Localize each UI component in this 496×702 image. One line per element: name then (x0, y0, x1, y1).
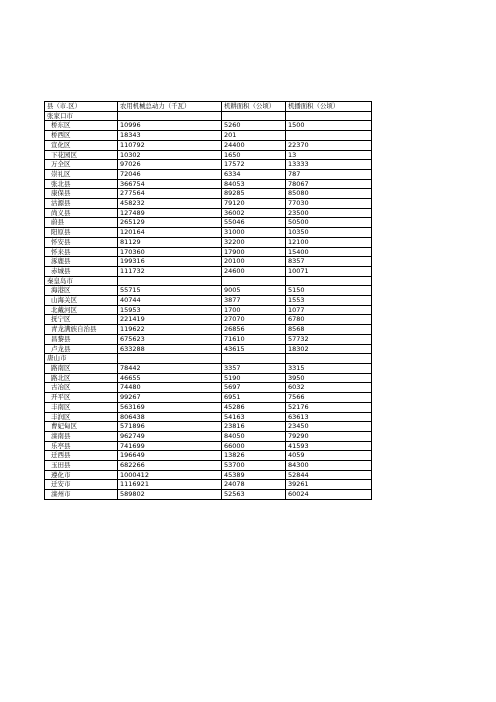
machinery-power-cell: 199316 (118, 257, 222, 267)
sowing-area-cell: 57732 (286, 334, 372, 344)
machinery-power-cell: 78442 (118, 363, 222, 373)
sowing-area-cell: 77030 (286, 199, 372, 209)
machinery-power-cell: 741699 (118, 441, 222, 451)
county-name-cell: 青龙满族自治县 (45, 325, 118, 335)
plowing-area-cell: 24078 (222, 480, 286, 490)
table-row (45, 199, 372, 209)
machinery-power-cell: 633288 (118, 344, 222, 354)
sowing-area-cell (286, 111, 372, 121)
county-name-cell: 曹妃甸区 (45, 422, 118, 432)
plowing-area-cell: 9005 (222, 286, 286, 296)
machinery-power-cell: 675623 (118, 334, 222, 344)
county-name-cell: 抚宁区 (45, 315, 118, 325)
table-row (45, 412, 372, 422)
machinery-power-cell: 81129 (118, 237, 222, 247)
sowing-area-cell: 23500 (286, 208, 372, 218)
county-name-cell: 蔚县 (45, 218, 118, 228)
county-name-cell: 沽源县 (45, 199, 118, 209)
header-sowing-area: 机播面积（公顷） (286, 102, 372, 112)
table-row (45, 344, 372, 354)
plowing-area-cell: 27070 (222, 315, 286, 325)
table-row (45, 228, 372, 238)
sowing-area-cell: 1553 (286, 296, 372, 306)
sowing-area-cell: 1500 (286, 121, 372, 131)
table-row (45, 373, 372, 383)
machinery-power-cell: 1116921 (118, 480, 222, 490)
table-row (45, 431, 372, 441)
sowing-area-cell: 79290 (286, 431, 372, 441)
table-row (45, 325, 372, 335)
table-row (45, 237, 372, 247)
county-name-cell: 昌黎县 (45, 334, 118, 344)
table-row (45, 257, 372, 267)
county-name-cell: 康保县 (45, 189, 118, 199)
sowing-area-cell: 6032 (286, 383, 372, 393)
sowing-area-cell: 63613 (286, 412, 372, 422)
table-row (45, 402, 372, 412)
machinery-power-cell: 563169 (118, 402, 222, 412)
plowing-area-cell: 53700 (222, 461, 286, 471)
header-row (45, 102, 372, 112)
machinery-power-cell: 46655 (118, 373, 222, 383)
table-row (45, 189, 372, 199)
machinery-power-cell: 10996 (118, 121, 222, 131)
sowing-area-cell: 10350 (286, 228, 372, 238)
county-name-cell: 路北区 (45, 373, 118, 383)
machinery-power-cell (118, 354, 222, 364)
county-name-cell: 滦州市 (45, 490, 118, 500)
header-county: 县（市.区） (45, 102, 118, 112)
machinery-power-cell: 99267 (118, 393, 222, 403)
sowing-area-cell: 7566 (286, 393, 372, 403)
plowing-area-cell: 6334 (222, 169, 286, 179)
table-row (45, 383, 372, 393)
plowing-area-cell: 43615 (222, 344, 286, 354)
sowing-area-cell (286, 354, 372, 364)
county-name-cell: 古冶区 (45, 383, 118, 393)
county-name-cell: 怀来县 (45, 247, 118, 257)
sowing-area-cell: 78067 (286, 179, 372, 189)
table-row (45, 480, 372, 490)
sowing-area-cell: 10071 (286, 266, 372, 276)
county-name-cell: 迁安市 (45, 480, 118, 490)
table-row (45, 315, 372, 325)
sowing-area-cell: 52176 (286, 402, 372, 412)
machinery-power-cell: 1000412 (118, 470, 222, 480)
county-name-cell: 遵化市 (45, 470, 118, 480)
city-group-row (45, 354, 372, 364)
plowing-area-cell: 84050 (222, 431, 286, 441)
table-row (45, 160, 372, 170)
machinery-power-cell: 120164 (118, 228, 222, 238)
table-row (45, 470, 372, 480)
plowing-area-cell: 79120 (222, 199, 286, 209)
plowing-area-cell (222, 111, 286, 121)
county-name-cell: 滦南县 (45, 431, 118, 441)
county-name-cell: 乐亭县 (45, 441, 118, 451)
machinery-power-cell: 806438 (118, 412, 222, 422)
machinery-power-cell: 458232 (118, 199, 222, 209)
sowing-area-cell: 787 (286, 169, 372, 179)
sowing-area-cell: 39261 (286, 480, 372, 490)
county-name-cell: 开平区 (45, 393, 118, 403)
sowing-area-cell: 85080 (286, 189, 372, 199)
machinery-power-cell: 265129 (118, 218, 222, 228)
table-row (45, 451, 372, 461)
city-name-cell: 唐山市 (45, 354, 118, 364)
county-name-cell: 桥东区 (45, 121, 118, 131)
county-name-cell: 宣化区 (45, 140, 118, 150)
county-name-cell: 下花园区 (45, 150, 118, 160)
plowing-area-cell: 55046 (222, 218, 286, 228)
sowing-area-cell: 23450 (286, 422, 372, 432)
machinery-power-cell: 277564 (118, 189, 222, 199)
table-row (45, 461, 372, 471)
machinery-power-cell: 74480 (118, 383, 222, 393)
table-row (45, 208, 372, 218)
table-row (45, 140, 372, 150)
sowing-area-cell: 50500 (286, 218, 372, 228)
county-name-cell: 涿鹿县 (45, 257, 118, 267)
county-name-cell: 阳原县 (45, 228, 118, 238)
sowing-area-cell: 18302 (286, 344, 372, 354)
sowing-area-cell: 3315 (286, 363, 372, 373)
sowing-area-cell: 22370 (286, 140, 372, 150)
sowing-area-cell: 8568 (286, 325, 372, 335)
machinery-power-cell: 15953 (118, 305, 222, 315)
plowing-area-cell: 71610 (222, 334, 286, 344)
plowing-area-cell: 13826 (222, 451, 286, 461)
table-row (45, 286, 372, 296)
county-name-cell: 山海关区 (45, 296, 118, 306)
header-plowing-area: 机耕面积（公顷） (222, 102, 286, 112)
plowing-area-cell: 32200 (222, 237, 286, 247)
city-group-row (45, 276, 372, 286)
machinery-power-cell: 127489 (118, 208, 222, 218)
machinery-power-cell: 571896 (118, 422, 222, 432)
table-row (45, 334, 372, 344)
plowing-area-cell: 5260 (222, 121, 286, 131)
county-name-cell: 海港区 (45, 286, 118, 296)
county-name-cell: 崇礼区 (45, 169, 118, 179)
table-row (45, 490, 372, 500)
county-name-cell: 张北县 (45, 179, 118, 189)
sowing-area-cell: 5150 (286, 286, 372, 296)
sowing-area-cell: 60024 (286, 490, 372, 500)
sowing-area-cell: 13 (286, 150, 372, 160)
table-row (45, 131, 372, 141)
machinery-power-cell: 40744 (118, 296, 222, 306)
county-name-cell: 迁西县 (45, 451, 118, 461)
plowing-area-cell: 3357 (222, 363, 286, 373)
table-row (45, 393, 372, 403)
plowing-area-cell: 66000 (222, 441, 286, 451)
county-name-cell: 北戴河区 (45, 305, 118, 315)
sowing-area-cell: 84300 (286, 461, 372, 471)
plowing-area-cell: 52563 (222, 490, 286, 500)
table-row (45, 305, 372, 315)
plowing-area-cell: 201 (222, 131, 286, 141)
sowing-area-cell: 4059 (286, 451, 372, 461)
plowing-area-cell: 84053 (222, 179, 286, 189)
machinery-table (44, 101, 372, 500)
machinery-power-cell: 170360 (118, 247, 222, 257)
machinery-power-cell: 366754 (118, 179, 222, 189)
city-name-cell: 秦皇岛市 (45, 276, 118, 286)
table-row (45, 169, 372, 179)
plowing-area-cell: 5190 (222, 373, 286, 383)
sowing-area-cell: 6780 (286, 315, 372, 325)
plowing-area-cell: 26856 (222, 325, 286, 335)
county-name-cell: 丰润区 (45, 412, 118, 422)
plowing-area-cell: 1650 (222, 150, 286, 160)
plowing-area-cell: 17900 (222, 247, 286, 257)
sowing-area-cell: 52844 (286, 470, 372, 480)
sowing-area-cell: 3950 (286, 373, 372, 383)
plowing-area-cell: 3877 (222, 296, 286, 306)
county-name-cell: 万全区 (45, 160, 118, 170)
county-name-cell: 丰南区 (45, 402, 118, 412)
machinery-power-cell: 682266 (118, 461, 222, 471)
table-row (45, 441, 372, 451)
table-row (45, 266, 372, 276)
machinery-power-cell: 196649 (118, 451, 222, 461)
sowing-area-cell: 15400 (286, 247, 372, 257)
plowing-area-cell: 45389 (222, 470, 286, 480)
machinery-power-cell: 110792 (118, 140, 222, 150)
county-name-cell: 卢龙县 (45, 344, 118, 354)
table-row (45, 121, 372, 131)
plowing-area-cell: 54163 (222, 412, 286, 422)
plowing-area-cell: 17572 (222, 160, 286, 170)
machinery-power-cell: 72046 (118, 169, 222, 179)
header-machinery-power: 农用机械总动力（千瓦） (118, 102, 222, 112)
machinery-power-cell: 962749 (118, 431, 222, 441)
sowing-area-cell: 8357 (286, 257, 372, 267)
plowing-area-cell (222, 354, 286, 364)
sowing-area-cell: 13333 (286, 160, 372, 170)
plowing-area-cell: 6951 (222, 393, 286, 403)
county-name-cell: 路南区 (45, 363, 118, 373)
machinery-power-cell: 10302 (118, 150, 222, 160)
plowing-area-cell: 31000 (222, 228, 286, 238)
plowing-area-cell: 36002 (222, 208, 286, 218)
machinery-power-cell (118, 276, 222, 286)
machinery-power-cell: 119622 (118, 325, 222, 335)
sowing-area-cell: 12100 (286, 237, 372, 247)
machinery-power-cell: 589802 (118, 490, 222, 500)
plowing-area-cell: 23816 (222, 422, 286, 432)
plowing-area-cell: 5697 (222, 383, 286, 393)
sowing-area-cell (286, 276, 372, 286)
machinery-power-cell: 55715 (118, 286, 222, 296)
machinery-power-cell: 18343 (118, 131, 222, 141)
sowing-area-cell: 41593 (286, 441, 372, 451)
county-name-cell: 怀安县 (45, 237, 118, 247)
machinery-power-cell: 97026 (118, 160, 222, 170)
plowing-area-cell: 24600 (222, 266, 286, 276)
table-row (45, 296, 372, 306)
table-row (45, 179, 372, 189)
county-name-cell: 桥西区 (45, 131, 118, 141)
plowing-area-cell: 24400 (222, 140, 286, 150)
plowing-area-cell: 89285 (222, 189, 286, 199)
sowing-area-cell: 1077 (286, 305, 372, 315)
county-name-cell: 玉田县 (45, 461, 118, 471)
machinery-power-cell: 221419 (118, 315, 222, 325)
table-row (45, 150, 372, 160)
spreadsheet (44, 101, 372, 500)
county-name-cell: 赤城县 (45, 266, 118, 276)
city-name-cell: 张家口市 (45, 111, 118, 121)
plowing-area-cell: 20100 (222, 257, 286, 267)
table-row (45, 218, 372, 228)
county-name-cell: 尚义县 (45, 208, 118, 218)
machinery-power-cell (118, 111, 222, 121)
machinery-power-cell: 111732 (118, 266, 222, 276)
sowing-area-cell (286, 131, 372, 141)
table-row (45, 247, 372, 257)
plowing-area-cell: 1700 (222, 305, 286, 315)
city-group-row (45, 111, 372, 121)
table-row (45, 363, 372, 373)
plowing-area-cell: 45286 (222, 402, 286, 412)
table-row (45, 422, 372, 432)
plowing-area-cell (222, 276, 286, 286)
